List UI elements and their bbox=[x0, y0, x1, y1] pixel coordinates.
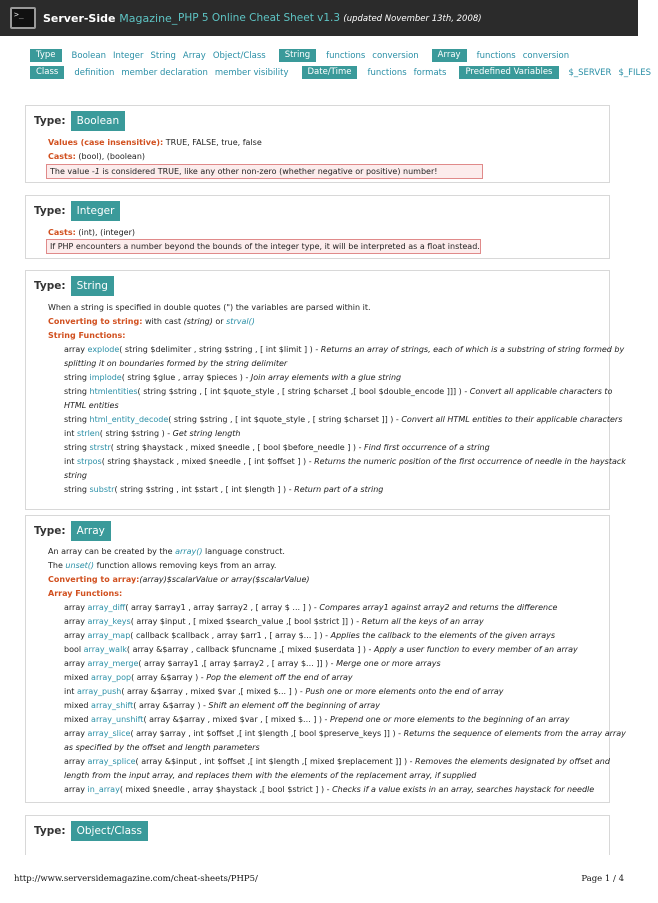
function-signature: ( string $haystack , mixed $needle , [ bool $before_needle ] ) - bbox=[110, 443, 365, 452]
function-signature: ( mixed $needle , array $haystack ,[ bool $strict ] ) - bbox=[119, 785, 333, 794]
function-signature: ( string $haystack , mixed $needle , [ int $offset ] ) - bbox=[101, 457, 315, 466]
label: Casts: bbox=[48, 228, 76, 237]
function-signature: array bbox=[64, 631, 88, 640]
function-line bbox=[64, 442, 490, 453]
function-name-link[interactable]: substr bbox=[89, 485, 115, 494]
string-functions-label bbox=[48, 330, 125, 341]
function-signature: ( array $input , [ mixed $search_value ,[ bool $strict ]] ) - bbox=[130, 617, 362, 626]
nav-link[interactable]: member declaration bbox=[121, 67, 208, 78]
function-description: Compares array1 against array2 and returns the difference bbox=[319, 603, 558, 612]
type-badge: Boolean bbox=[71, 111, 126, 131]
nav-tag[interactable]: Array bbox=[432, 49, 467, 62]
function-line bbox=[64, 372, 401, 383]
function-line bbox=[64, 714, 570, 725]
string-conversion bbox=[48, 316, 255, 327]
function-description: Removes the elements designated by offset and bbox=[415, 757, 610, 766]
function-description: Applies the callback to the elements of the given arrays bbox=[330, 631, 555, 640]
function-signature: string bbox=[64, 373, 90, 382]
function-line bbox=[64, 484, 383, 495]
function-signature: ( array $array1 ,[ array $array2 , [ array $... ]] ) - bbox=[138, 659, 337, 668]
function-description: Apply a user function to every member of an array bbox=[374, 645, 578, 654]
array-intro bbox=[48, 546, 285, 557]
function-description: Find first occurrence of a string bbox=[364, 443, 490, 452]
function-signature: array bbox=[64, 603, 88, 612]
section-title bbox=[34, 521, 111, 541]
function-line bbox=[64, 428, 240, 439]
function-line bbox=[64, 470, 87, 481]
text: language construct. bbox=[202, 547, 285, 556]
nav-link[interactable]: Array bbox=[182, 50, 206, 61]
function-signature: string bbox=[64, 415, 90, 424]
function-signature: ( array &$input , int $offset ,[ int $length ,[ mixed $replacement ]] ) - bbox=[135, 757, 416, 766]
function-signature: ( string $string , [ int $quote_style , [ string $charset ,[ bool $double_encode ]]] ) - bbox=[137, 387, 470, 396]
section-integer bbox=[25, 195, 610, 259]
function-signature: mixed bbox=[64, 673, 92, 682]
page-number: Page 1 / 4 bbox=[581, 874, 624, 884]
function-description: Prepend one or more elements to the beginning of an array bbox=[329, 715, 570, 724]
site-name[interactable] bbox=[43, 12, 177, 25]
function-name-link[interactable]: implode bbox=[89, 373, 122, 382]
function-description: Returns an array of strings, each of which is a substring of string formed by bbox=[320, 345, 625, 354]
function-name-link[interactable]: array_push bbox=[76, 687, 122, 696]
type-badge: Array bbox=[71, 521, 111, 541]
function-description: Pop the element off the end of array bbox=[206, 673, 353, 682]
title-text: PHP 5 Online Cheat Sheet v1.3 bbox=[178, 12, 341, 24]
function-signature: array bbox=[64, 757, 88, 766]
section-title bbox=[34, 201, 120, 221]
function-line bbox=[64, 686, 504, 697]
function-signature: array bbox=[64, 617, 88, 626]
section-array bbox=[25, 515, 626, 803]
type-label: Type: bbox=[34, 525, 66, 537]
function-signature: ( array $array , int $offset ,[ int $length ,[ bool $preserve_keys ]] ) - bbox=[130, 729, 404, 738]
page-title bbox=[178, 12, 482, 24]
type-badge: Object/Class bbox=[71, 821, 148, 841]
text: An array can be created by the bbox=[48, 547, 176, 556]
nav-link[interactable]: String bbox=[150, 50, 176, 61]
label: Converting to array: bbox=[48, 575, 140, 584]
nav-link[interactable]: $_SERVER bbox=[568, 67, 612, 78]
nav-link[interactable]: functions bbox=[476, 50, 516, 61]
function-signature: ( array &$array ) - bbox=[131, 673, 207, 682]
unset-link[interactable]: unset() bbox=[65, 561, 95, 570]
boolean-note bbox=[46, 164, 483, 179]
function-name-link[interactable]: array_keys bbox=[87, 617, 131, 626]
nav-link[interactable]: definition bbox=[74, 67, 115, 78]
function-signature: array bbox=[64, 785, 88, 794]
function-name-link[interactable]: array_walk bbox=[83, 645, 127, 654]
function-signature: ( string $delimiter , string $string , [ int $limit ] ) - bbox=[119, 345, 321, 354]
function-signature: ( string $string , int $start , [ int $length ] ) - bbox=[114, 485, 295, 494]
text: (string) bbox=[183, 317, 213, 326]
site-name-magazine: Magazine_ bbox=[119, 12, 178, 25]
nav-tag[interactable]: Predefined Variables bbox=[459, 66, 558, 79]
function-description: Convert all HTML entities to their applicable characters bbox=[401, 415, 623, 424]
function-line bbox=[64, 672, 353, 683]
function-line bbox=[64, 784, 594, 795]
array-conversion bbox=[48, 574, 309, 585]
function-line bbox=[64, 358, 287, 369]
function-name-link[interactable]: strpos bbox=[76, 457, 102, 466]
array-functions-label bbox=[48, 588, 122, 599]
site-header bbox=[0, 0, 638, 36]
function-description: HTML entities bbox=[64, 401, 119, 410]
function-signature: int bbox=[64, 457, 77, 466]
function-line bbox=[64, 658, 441, 669]
value: (array)$scalarValue or array($scalarValue) bbox=[139, 575, 310, 584]
value: (int), (integer) bbox=[75, 228, 136, 237]
function-line bbox=[64, 400, 119, 411]
nav-tag[interactable]: String bbox=[279, 49, 316, 62]
nav-link[interactable]: formats bbox=[413, 67, 447, 78]
function-line bbox=[64, 742, 260, 753]
section-string bbox=[25, 270, 626, 510]
label: String Functions: bbox=[48, 331, 126, 340]
nav-tag[interactable]: Date/Time bbox=[302, 66, 358, 79]
updated-date: (updated November 13th, 2008) bbox=[343, 14, 482, 24]
function-description: Return part of a string bbox=[294, 485, 384, 494]
label: Converting to string: bbox=[48, 317, 143, 326]
nav-row-1 bbox=[30, 49, 576, 62]
nav-link[interactable]: Integer bbox=[112, 50, 144, 61]
nav-link[interactable]: $_FILES bbox=[618, 67, 652, 78]
nav-tag[interactable]: Type bbox=[30, 49, 62, 62]
function-line bbox=[64, 344, 624, 355]
section-object-class bbox=[25, 815, 610, 855]
function-signature: ( array &$array , callback $funcname ,[ mixed $userdata ] ) - bbox=[126, 645, 374, 654]
function-signature: string bbox=[64, 387, 90, 396]
note-value: -1 bbox=[91, 167, 100, 176]
function-description: Convert all applicable characters to bbox=[469, 387, 613, 396]
function-signature: string bbox=[64, 485, 90, 494]
integer-note: If PHP encounters a number beyond the bounds of the integer type, it will be interpreted as a float instead. bbox=[46, 239, 481, 254]
type-label: Type: bbox=[34, 205, 66, 217]
function-signature: string bbox=[64, 443, 90, 452]
function-description: length from the input array, and replaces them with the elements of the replacement array, if supplied bbox=[64, 771, 477, 780]
section-title bbox=[34, 821, 148, 841]
function-name-link[interactable]: strlen bbox=[76, 429, 100, 438]
function-line bbox=[64, 616, 484, 627]
function-name-link[interactable]: array_shift bbox=[91, 701, 134, 710]
function-description: splitting it on boundaries formed by the string delimiter bbox=[64, 359, 288, 368]
function-signature: bool bbox=[64, 645, 84, 654]
text: The bbox=[48, 561, 66, 570]
function-signature: array bbox=[64, 659, 88, 668]
function-name-link[interactable]: explode bbox=[87, 345, 120, 354]
function-line bbox=[64, 602, 557, 613]
integer-casts bbox=[48, 227, 135, 238]
function-name-link[interactable]: array_merge bbox=[87, 659, 139, 668]
function-description: Join array elements with a glue string bbox=[250, 373, 402, 382]
nav-link[interactable]: conversion bbox=[522, 50, 570, 61]
function-name-link[interactable]: strstr bbox=[89, 443, 111, 452]
function-signature: ( array $array1 , array $array2 , [ array $ ... ] ) - bbox=[125, 603, 320, 612]
function-line bbox=[64, 770, 476, 781]
nav-link[interactable]: Object/Class bbox=[212, 50, 266, 61]
note-text: is considered TRUE, like any other non-zero (whether negative or positive) number! bbox=[99, 167, 438, 176]
function-line bbox=[64, 700, 380, 711]
strval-link[interactable]: strval() bbox=[226, 317, 255, 326]
function-signature: mixed bbox=[64, 701, 92, 710]
function-name-link[interactable]: htmlentities bbox=[89, 387, 138, 396]
function-description: Return all the keys of an array bbox=[361, 617, 484, 626]
type-label: Type: bbox=[34, 280, 66, 292]
function-description: Shift an element off the beginning of array bbox=[208, 701, 380, 710]
function-line bbox=[64, 386, 612, 397]
label: Values (case insensitive): bbox=[48, 138, 164, 147]
label: Array Functions: bbox=[48, 589, 123, 598]
function-name-link[interactable]: array_pop bbox=[91, 673, 132, 682]
function-description: Get string length bbox=[172, 429, 241, 438]
nav-link[interactable]: conversion bbox=[372, 50, 419, 61]
function-signature: ( string $glue , array $pieces ) - bbox=[121, 373, 251, 382]
nav-row-2 bbox=[30, 66, 658, 79]
function-signature: ( string $string ) - bbox=[99, 429, 173, 438]
type-badge: String bbox=[71, 276, 114, 296]
terminal-logo-icon[interactable]: >_ bbox=[10, 7, 36, 29]
array-unset bbox=[48, 560, 276, 571]
nav-link[interactable]: Boolean bbox=[71, 50, 106, 61]
function-signature: ( callback $callback , array $arr1 , [ array $... ] ) - bbox=[130, 631, 331, 640]
function-signature: ( string $string , [ int $quote_style , [ string $charset ]] ) - bbox=[168, 415, 402, 424]
function-signature: array bbox=[64, 729, 88, 738]
nav-link[interactable]: member visibility bbox=[214, 67, 289, 78]
function-line bbox=[64, 414, 622, 425]
function-signature: mixed bbox=[64, 715, 92, 724]
text: with cast bbox=[142, 317, 184, 326]
function-line bbox=[64, 644, 578, 655]
section-title bbox=[34, 276, 114, 296]
function-description: Checks if a value exists in an array, searches haystack for needle bbox=[332, 785, 595, 794]
text: or bbox=[212, 317, 227, 326]
type-badge: Integer bbox=[71, 201, 121, 221]
boolean-values bbox=[48, 137, 262, 148]
type-label: Type: bbox=[34, 825, 66, 837]
function-signature: int bbox=[64, 687, 77, 696]
function-description: string bbox=[64, 471, 87, 480]
function-name-link[interactable]: array_slice bbox=[87, 729, 131, 738]
function-signature: ( array &$array , mixed $var ,[ mixed $... ] ) - bbox=[121, 687, 306, 696]
function-line bbox=[64, 756, 610, 767]
nav-tag[interactable]: Class bbox=[30, 66, 64, 79]
boolean-casts bbox=[48, 151, 145, 162]
function-description: as specified by the offset and length parameters bbox=[64, 743, 260, 752]
function-signature: ( array &$array , mixed $var , [ mixed $... ] ) - bbox=[143, 715, 330, 724]
function-line bbox=[64, 456, 626, 467]
footer-url[interactable]: http://www.serversidemagazine.com/cheat-sheets/PHP5/ bbox=[14, 874, 258, 884]
function-description: Push one or more elements onto the end of array bbox=[305, 687, 504, 696]
text: function allows removing keys from an array. bbox=[94, 561, 277, 570]
nav-link[interactable]: functions bbox=[326, 50, 366, 61]
function-description: Returns the sequence of elements from the array array bbox=[403, 729, 626, 738]
function-line bbox=[64, 728, 626, 739]
function-name-link[interactable]: array_unshift bbox=[91, 715, 144, 724]
function-name-link[interactable]: array_map bbox=[87, 631, 131, 640]
function-description: Merge one or more arrays bbox=[336, 659, 441, 668]
nav-link[interactable]: functions bbox=[367, 67, 407, 78]
note-text: The value bbox=[50, 167, 92, 176]
function-name-link[interactable]: array_splice bbox=[87, 757, 136, 766]
section-title bbox=[34, 111, 125, 131]
label: Casts: bbox=[48, 152, 76, 161]
function-name-link[interactable]: in_array bbox=[87, 785, 120, 794]
function-description: Returns the numeric position of the first occurrence of needle in the haystack bbox=[314, 457, 626, 466]
section-boolean bbox=[25, 105, 610, 183]
value: (bool), (boolean) bbox=[75, 152, 146, 161]
type-label: Type: bbox=[34, 115, 66, 127]
site-name-bold: Server-Side bbox=[43, 12, 120, 25]
function-signature: int bbox=[64, 429, 77, 438]
function-line bbox=[64, 630, 555, 641]
array-link[interactable]: array() bbox=[175, 547, 203, 556]
function-name-link[interactable]: array_diff bbox=[87, 603, 126, 612]
function-signature: ( array &$array ) - bbox=[133, 701, 209, 710]
string-intro: When a string is specified in double quotes (") the variables are parsed within it. bbox=[48, 303, 371, 312]
function-name-link[interactable]: html_entity_decode bbox=[89, 415, 169, 424]
value: TRUE, FALSE, true, false bbox=[163, 138, 262, 147]
function-signature: array bbox=[64, 345, 88, 354]
